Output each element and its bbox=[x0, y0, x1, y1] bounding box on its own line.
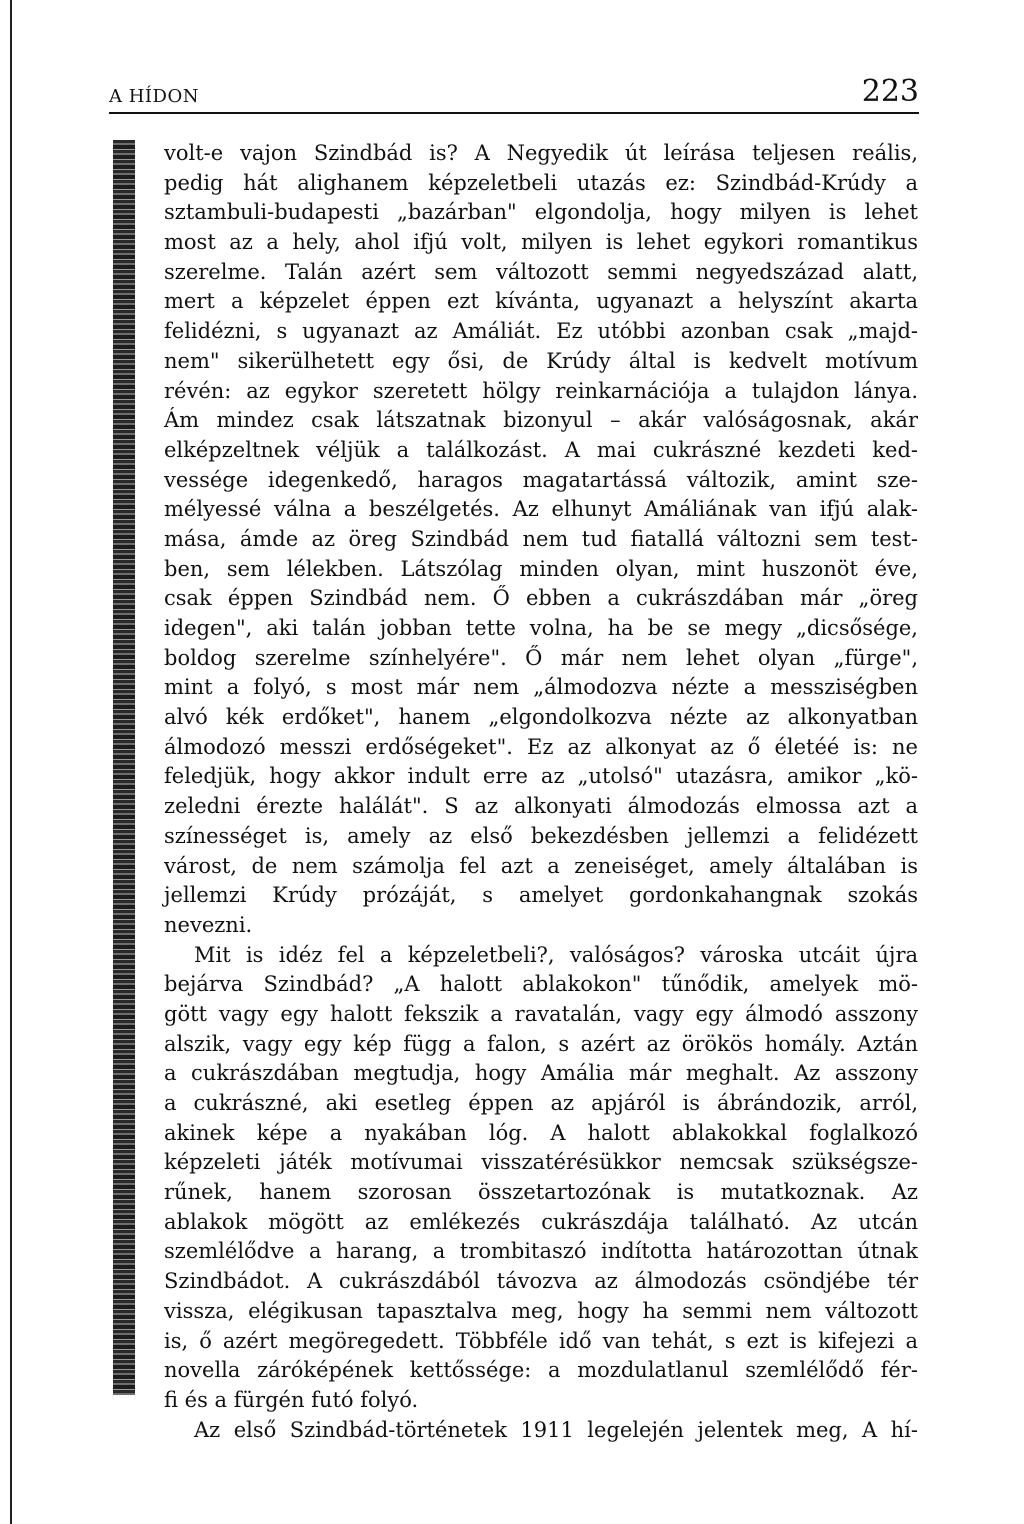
text-line: gött vagy egy halott fekszik a ravatalán, vagy egy álmodó asszony bbox=[164, 1001, 918, 1026]
text-line: nevezni. bbox=[164, 912, 253, 937]
text-line: Mit is idéz fel a képzeletbeli?, valóságos? városka utcáit újra bbox=[194, 942, 918, 967]
text-line: novella záróképének kettőssége: a mozdulatlanul szemlélődő fér- bbox=[164, 1358, 918, 1383]
text-line: ben, sem lélekben. Látszólag minden olyan, mint huszonöt éve, bbox=[164, 556, 918, 581]
text-line: révén: az egykor szeretett hölgy reinkarnációja a tulajdon lánya. bbox=[164, 378, 918, 403]
binding-shadow bbox=[113, 140, 135, 1395]
text-line: felidézni, s ugyanazt az Amáliát. Ez utóbbi azonban csak „majd- bbox=[164, 319, 918, 344]
text-line: szemlélődve a harang, a trombitaszó indította határozottan útnak bbox=[164, 1239, 918, 1264]
text-line: akinek képe a nyakában lóg. A halott ablakokkal foglalkozó bbox=[164, 1120, 918, 1145]
text-line: ablakok mögött az emlékezés cukrászdája található. Az utcán bbox=[164, 1209, 918, 1234]
text-line: képzeleti játék motívumai visszatérésükkor nemcsak szükségsze- bbox=[164, 1150, 918, 1175]
running-header bbox=[109, 74, 919, 114]
page-number: 223 bbox=[861, 74, 919, 109]
text-line: elképzeltnek véljük a találkozást. A mai cukrászné kezdeti ked- bbox=[164, 437, 918, 462]
text-line: vissza, elégikusan tapasztalva meg, hogy ha semmi nem változott bbox=[164, 1298, 918, 1323]
text-line: bejárva Szindbád? „A halott ablakokon" tűnődik, amelyek mö- bbox=[164, 972, 918, 997]
text-line: szerelme. Talán azért sem változott semmi negyedszázad alatt, bbox=[164, 259, 918, 284]
text-line: boldog szerelme színhelyére". Ő már nem lehet olyan „fürge", bbox=[164, 645, 918, 670]
text-line: álmodozó messzi erdőségeket". Ez az alkonyat az ő életéé is: ne bbox=[164, 734, 918, 759]
text-line: csak éppen Szindbád nem. Ő ebben a cukrászdában már „öreg bbox=[164, 586, 918, 611]
text-line: volt-e vajon Szindbád is? A Negyedik út leírása teljesen reális, bbox=[164, 141, 918, 165]
text-line: alvó kék erdőket", hanem „elgondolkozva nézte az alkonyatban bbox=[164, 705, 918, 730]
text-line: színességet is, amely az első bekezdésben jellemzi a felidézett bbox=[164, 823, 918, 848]
text-line: a cukrászné, aki esetleg éppen az apjáról is ábrándozik, arról, bbox=[164, 1091, 918, 1115]
text-line: fi és a fürgén futó folyó. bbox=[164, 1387, 419, 1412]
text-line: Ám mindez csak látszatnak bizonyul – akár valóságosnak, akár bbox=[164, 408, 918, 433]
text-line: mélyessé válna a beszélgetés. Az elhunyt Amáliának van ifjú alak- bbox=[164, 497, 918, 522]
text-line: vessége idegenkedő, haragos magatartássá változik, amint sze- bbox=[164, 467, 918, 492]
text-line: sztambuli-budapesti „bazárban" elgondolja, hogy milyen is lehet bbox=[164, 200, 918, 225]
header-rule bbox=[109, 112, 919, 114]
text-line: zeledni érezte halálát". S az alkonyati álmodozás elmossa azt a bbox=[164, 794, 918, 819]
text-line: most az a hely, ahol ifjú volt, milyen is lehet egykori romantikus bbox=[164, 230, 918, 255]
text-line: rűnek, hanem szorosan összetartozónak is mutatkoznak. Az bbox=[164, 1180, 918, 1205]
text-line: várost, de nem számolja fel azt a zeneiséget, amely általában is bbox=[164, 853, 918, 878]
text-line: idegen", aki talán jobban tette volna, ha be se megy „dicsősége, bbox=[164, 616, 918, 640]
text-line: mint a folyó, s most már nem „álmodozva nézte a messziségben bbox=[164, 675, 918, 700]
text-line: jellemzi Krúdy prózáját, s amelyet gordonkahangnak szokás bbox=[164, 883, 918, 908]
text-line: alszik, vagy egy kép függ a falon, s azért az örökös homály. Aztán bbox=[164, 1031, 918, 1056]
text-line: Az első Szindbád-történetek 1911 legelején jelentek meg, A hí- bbox=[194, 1417, 918, 1442]
text-line: Szindbádot. A cukrászdából távozva az álmodozás csöndjébe tér bbox=[164, 1269, 918, 1294]
text-line: feledjük, hogy akkor indult erre az „utolsó" utazásra, amikor „kö- bbox=[164, 764, 918, 789]
text-line: nem" sikerülhetett egy ősi, de Krúdy által is kedvelt motívum bbox=[164, 348, 918, 373]
text-line: a cukrászdában megtudja, hogy Amália már meghalt. Az asszony bbox=[164, 1061, 918, 1086]
body-text bbox=[164, 139, 918, 1445]
text-line: mása, ámde az öreg Szindbád nem tud fiatallá változni sem test- bbox=[164, 526, 918, 551]
text-line: pedig hát alighanem képzeletbeli utazás ez: Szindbád-Krúdy a bbox=[164, 170, 918, 195]
running-title: A HÍDON bbox=[109, 86, 199, 107]
text-line: is, ő azért megöregedett. Többféle idő van tehát, s ezt is kifejezi a bbox=[164, 1328, 918, 1353]
page-edge-rule bbox=[10, 0, 12, 1524]
text-line: mert a képzelet éppen ezt kívánta, ugyanazt a helyszínt akarta bbox=[164, 289, 918, 314]
